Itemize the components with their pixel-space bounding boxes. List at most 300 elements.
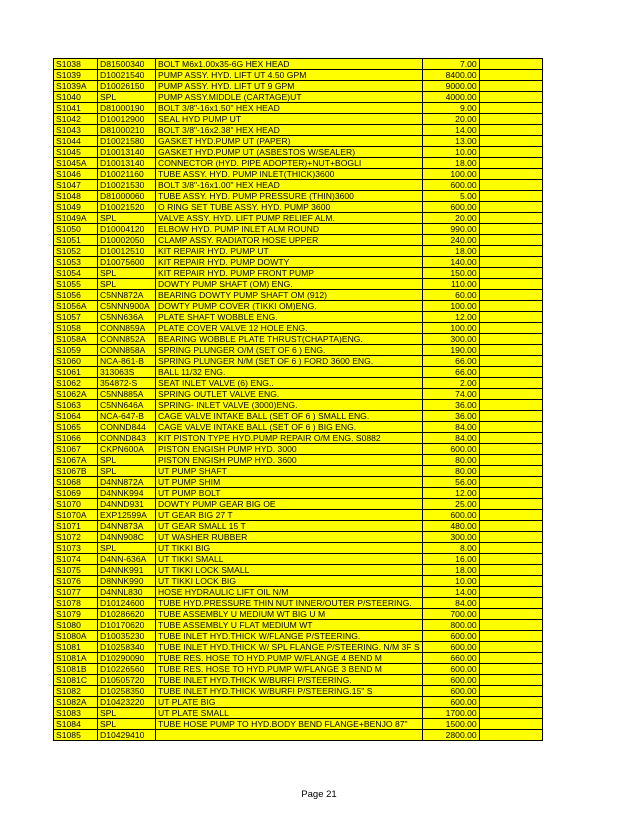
oem-code-cell: NCA-647-B [98, 411, 156, 422]
price-cell: 4000.00 [422, 92, 479, 103]
oem-code-cell: SPL [98, 708, 156, 719]
description-cell: CAGE VALVE INTAKE BALL (SET OF 6 ) SMALL ENG. [156, 411, 423, 422]
table-row [54, 312, 543, 323]
description-cell: CAGE VALVE INTAKE BALL (SET OF 6 ) BIG ENG. [156, 422, 423, 433]
oem-code-cell: SPL [98, 466, 156, 477]
empty-cell [479, 565, 542, 576]
description-cell: BOLT 3/8"-16x2.38" HEX HEAD [156, 125, 423, 136]
empty-cell [479, 169, 542, 180]
price-cell: 8400.00 [422, 70, 479, 81]
empty-cell [479, 103, 542, 114]
oem-code-cell: D10012510 [98, 246, 156, 257]
page-footer: Page 21 [301, 789, 337, 800]
table-row [54, 334, 543, 345]
table-row [54, 81, 543, 92]
part-number-cell: S1081B [54, 664, 98, 675]
empty-cell [479, 400, 542, 411]
table-row [54, 488, 543, 499]
table-row [54, 268, 543, 279]
description-cell: TUBE INLET HYD.THICK W/BURFI P/STEERING.15" S [156, 686, 423, 697]
price-cell: 14.00 [422, 587, 479, 598]
oem-code-cell: SPL [98, 455, 156, 466]
oem-code-cell: D10012900 [98, 114, 156, 125]
price-cell: 480.00 [422, 521, 479, 532]
oem-code-cell: D10124600 [98, 598, 156, 609]
part-number-cell: S1080A [54, 631, 98, 642]
oem-code-cell: D10004120 [98, 224, 156, 235]
description-cell: VALVE ASSY. HYD. LIFT PUMP RELIEF ALM. [156, 213, 423, 224]
description-cell: DOWTY PUMP SHAFT (OM) ENG. [156, 279, 423, 290]
empty-cell [479, 92, 542, 103]
empty-cell [479, 499, 542, 510]
price-cell: 12.00 [422, 488, 479, 499]
table-row [54, 532, 543, 543]
description-cell: PISTON ENGISH PUMP HYD. 3000 [156, 444, 423, 455]
price-cell: 700.00 [422, 609, 479, 620]
description-cell: GASKET HYD.PUMP UT (ASBESTOS W/SEALER) [156, 147, 423, 158]
part-number-cell: S1052 [54, 246, 98, 257]
price-cell: 660.00 [422, 653, 479, 664]
part-number-cell: S1060 [54, 356, 98, 367]
empty-cell [479, 653, 542, 664]
empty-cell [479, 323, 542, 334]
oem-code-cell: D4NN872A [98, 477, 156, 488]
description-cell: UT TIKKI BIG [156, 543, 423, 554]
price-cell: 100.00 [422, 301, 479, 312]
oem-code-cell: D8NNK990 [98, 576, 156, 587]
price-cell: 2800.00 [422, 730, 479, 741]
part-number-cell: S1069 [54, 488, 98, 499]
oem-code-cell: D4NND931 [98, 499, 156, 510]
part-number-cell: S1084 [54, 719, 98, 730]
part-number-cell: S1062 [54, 378, 98, 389]
table-row [54, 224, 543, 235]
price-cell: 1700.00 [422, 708, 479, 719]
price-cell: 600.00 [422, 686, 479, 697]
table-row [54, 521, 543, 532]
table-row [54, 466, 543, 477]
description-cell: PUMP ASSY. HYD. LIFT UT 9 GPM [156, 81, 423, 92]
part-number-cell: S1057 [54, 312, 98, 323]
description-cell: CONNECTOR (HYD. PIPE ADOPTER)+NUT+BOGLI [156, 158, 423, 169]
description-cell: SPRING PLUNGER O/M (SET OF 6 ) ENG. [156, 345, 423, 356]
price-cell: 8.00 [422, 543, 479, 554]
price-cell: 74.00 [422, 389, 479, 400]
price-cell: 80.00 [422, 455, 479, 466]
description-cell: PUMP ASSY. HYD. LIFT UT 4.50 GPM [156, 70, 423, 81]
oem-code-cell: C5NN885A [98, 389, 156, 400]
empty-cell [479, 367, 542, 378]
price-cell: 600.00 [422, 444, 479, 455]
oem-code-cell: D10021580 [98, 136, 156, 147]
empty-cell [479, 224, 542, 235]
table-row [54, 686, 543, 697]
empty-cell [479, 356, 542, 367]
oem-code-cell: C5NN646A [98, 400, 156, 411]
oem-code-cell: NCA-861-B [98, 356, 156, 367]
price-cell: 990.00 [422, 224, 479, 235]
description-cell: UT TIKKI SMALL [156, 554, 423, 565]
empty-cell [479, 521, 542, 532]
part-number-cell: S1043 [54, 125, 98, 136]
empty-cell [479, 554, 542, 565]
empty-cell [479, 532, 542, 543]
part-number-cell: S1080 [54, 620, 98, 631]
part-number-cell: S1056 [54, 290, 98, 301]
description-cell: KIT PISTON TYPE HYD.PUMP REPAIR O/M ENG. S0882 [156, 433, 423, 444]
part-number-cell: S1059 [54, 345, 98, 356]
description-cell: TUBE INLET HYD.THICK W/BURFI P/STEERING. [156, 675, 423, 686]
oem-code-cell: D10505720 [98, 675, 156, 686]
description-cell: SPRING PLUNGER N/M (SET OF 6 ) FORD 3600 ENG. [156, 356, 423, 367]
oem-code-cell: D4NNL830 [98, 587, 156, 598]
description-cell: CLAMP ASSY. RADIATOR HOSE UPPER [156, 235, 423, 246]
description-cell: PUMP ASSY.MIDDLE (CARTAGE)UT [156, 92, 423, 103]
part-number-cell: S1061 [54, 367, 98, 378]
table-row [54, 202, 543, 213]
empty-cell [479, 543, 542, 554]
price-cell: 300.00 [422, 334, 479, 345]
price-cell: 18.00 [422, 158, 479, 169]
price-cell: 7.00 [422, 59, 479, 70]
oem-code-cell: CONND844 [98, 422, 156, 433]
description-cell: TUBE ASSY. HYD. PUMP INLET(THICK)3600 [156, 169, 423, 180]
description-cell: UT PLATE BIG [156, 697, 423, 708]
table-row [54, 455, 543, 466]
part-number-cell: S1038 [54, 59, 98, 70]
table-row [54, 422, 543, 433]
part-number-cell: S1082 [54, 686, 98, 697]
price-cell: 800.00 [422, 620, 479, 631]
oem-code-cell: CONND843 [98, 433, 156, 444]
empty-cell [479, 664, 542, 675]
table-row [54, 653, 543, 664]
part-number-cell: S1046 [54, 169, 98, 180]
table-row [54, 70, 543, 81]
price-cell: 2.00 [422, 378, 479, 389]
description-cell: TUBE HOSE PUMP TO HYD.BODY BEND FLANGE+BENJO 87" [156, 719, 423, 730]
empty-cell [479, 114, 542, 125]
description-cell: TUBE INLET HYD.THICK W/ SPL FLANGE P/STEERING. N/M 3F S [156, 642, 423, 653]
description-cell: TUBE INLET HYD.THICK W/FLANGE P/STEERING. [156, 631, 423, 642]
oem-code-cell: C5NNN900A [98, 301, 156, 312]
empty-cell [479, 675, 542, 686]
part-number-cell: S1041 [54, 103, 98, 114]
oem-code-cell: D10170620 [98, 620, 156, 631]
parts-price-table [53, 58, 543, 741]
description-cell: HOSE HYDRAULIC LIFT OIL N/M [156, 587, 423, 598]
table-row [54, 510, 543, 521]
oem-code-cell: CONN852A [98, 334, 156, 345]
description-cell: UT PUMP SHAFT [156, 466, 423, 477]
oem-code-cell: D81000060 [98, 191, 156, 202]
price-cell: 14.00 [422, 125, 479, 136]
oem-code-cell: CONN858A [98, 345, 156, 356]
oem-code-cell: D10429410 [98, 730, 156, 741]
part-number-cell: S1040 [54, 92, 98, 103]
description-cell: DOWTY PUMP COVER (TIKKI OM)ENG. [156, 301, 423, 312]
part-number-cell: S1063 [54, 400, 98, 411]
oem-code-cell: D10075600 [98, 257, 156, 268]
empty-cell [479, 708, 542, 719]
empty-cell [479, 345, 542, 356]
oem-code-cell: SPL [98, 279, 156, 290]
oem-code-cell: C5NN636A [98, 312, 156, 323]
part-number-cell: S1058 [54, 323, 98, 334]
part-number-cell: S1067B [54, 466, 98, 477]
price-cell: 13.00 [422, 136, 479, 147]
empty-cell [479, 59, 542, 70]
table-row [54, 400, 543, 411]
table-row [54, 125, 543, 136]
part-number-cell: S1053 [54, 257, 98, 268]
oem-code-cell: C5NN872A [98, 290, 156, 301]
part-number-cell: S1081C [54, 675, 98, 686]
table-row [54, 719, 543, 730]
description-cell: TUBE HYD.PRESSURE THIN NUT INNER/OUTER P/STEERING. [156, 598, 423, 609]
oem-code-cell: D10021160 [98, 169, 156, 180]
oem-code-cell: D10258340 [98, 642, 156, 653]
oem-code-cell: D4NNK991 [98, 565, 156, 576]
table-row [54, 356, 543, 367]
description-cell: ELBOW HYD. PUMP INLET ALM ROUND [156, 224, 423, 235]
description-cell: O RING SET TUBE ASSY. HYD. PUMP 3600 [156, 202, 423, 213]
price-cell: 84.00 [422, 422, 479, 433]
part-number-cell: S1054 [54, 268, 98, 279]
description-cell: BOLT M6x1.00x35-6G HEX HEAD [156, 59, 423, 70]
part-number-cell: S1073 [54, 543, 98, 554]
price-cell: 240.00 [422, 235, 479, 246]
price-cell: 20.00 [422, 114, 479, 125]
price-cell: 9000.00 [422, 81, 479, 92]
oem-code-cell: SPL [98, 268, 156, 279]
description-cell: SEAL HYD PUMP UT [156, 114, 423, 125]
table-row [54, 323, 543, 334]
empty-cell [479, 191, 542, 202]
oem-code-cell: 354872-S [98, 378, 156, 389]
part-number-cell: S1045 [54, 147, 98, 158]
price-cell: 25.00 [422, 499, 479, 510]
table-row [54, 169, 543, 180]
oem-code-cell: D10021540 [98, 70, 156, 81]
part-number-cell: S1049A [54, 213, 98, 224]
empty-cell [479, 686, 542, 697]
price-cell: 20.00 [422, 213, 479, 224]
oem-code-cell: CKPN600A [98, 444, 156, 455]
description-cell: PLATE SHAFT WOBBLE ENG. [156, 312, 423, 323]
table-row [54, 576, 543, 587]
empty-cell [479, 433, 542, 444]
part-number-cell: S1042 [54, 114, 98, 125]
empty-cell [479, 81, 542, 92]
table-row [54, 158, 543, 169]
oem-code-cell: D10423220 [98, 697, 156, 708]
description-cell: SPRING- INLET VALVE (3000)ENG. [156, 400, 423, 411]
empty-cell [479, 598, 542, 609]
price-cell: 600.00 [422, 180, 479, 191]
table-row [54, 389, 543, 400]
empty-cell [479, 378, 542, 389]
empty-cell [479, 422, 542, 433]
table-row [54, 59, 543, 70]
empty-cell [479, 697, 542, 708]
description-cell: UT GEAR BIG 27 T [156, 510, 423, 521]
part-number-cell: S1071 [54, 521, 98, 532]
empty-cell [479, 279, 542, 290]
part-number-cell: S1056A [54, 301, 98, 312]
empty-cell [479, 466, 542, 477]
empty-cell [479, 389, 542, 400]
table-row [54, 290, 543, 301]
price-cell: 600.00 [422, 642, 479, 653]
part-number-cell: S1078 [54, 598, 98, 609]
part-number-cell: S1055 [54, 279, 98, 290]
table-row [54, 477, 543, 488]
empty-cell [479, 631, 542, 642]
part-number-cell: S1065 [54, 422, 98, 433]
description-cell: BALL 11/32 ENG. [156, 367, 423, 378]
oem-code-cell: D10013140 [98, 158, 156, 169]
oem-code-cell: D81000210 [98, 125, 156, 136]
part-number-cell: S1081A [54, 653, 98, 664]
description-cell: SPRING OUTLET VALVE ENG. [156, 389, 423, 400]
price-cell: 5.00 [422, 191, 479, 202]
description-cell: UT WASHER RUBBER [156, 532, 423, 543]
part-number-cell: S1085 [54, 730, 98, 741]
part-number-cell: S1066 [54, 433, 98, 444]
oem-code-cell: SPL [98, 719, 156, 730]
table-row [54, 246, 543, 257]
price-cell: 56.00 [422, 477, 479, 488]
description-cell: BEARING WOBBLE PLATE THRUST(CHAPTA)ENG. [156, 334, 423, 345]
part-number-cell: S1072 [54, 532, 98, 543]
price-cell: 10.00 [422, 147, 479, 158]
description-cell: TUBE ASSY. HYD. PUMP PRESSURE (THIN)3600 [156, 191, 423, 202]
part-number-cell: S1070A [54, 510, 98, 521]
empty-cell [479, 213, 542, 224]
part-number-cell: S1077 [54, 587, 98, 598]
oem-code-cell: 313063S [98, 367, 156, 378]
empty-cell [479, 587, 542, 598]
oem-code-cell: D10021530 [98, 180, 156, 191]
table-row [54, 631, 543, 642]
part-number-cell: S1051 [54, 235, 98, 246]
price-cell: 300.00 [422, 532, 479, 543]
table-row [54, 378, 543, 389]
part-number-cell: S1070 [54, 499, 98, 510]
price-cell: 190.00 [422, 345, 479, 356]
description-cell: KIT REPAIR HYD. PUMP UT [156, 246, 423, 257]
table-row [54, 499, 543, 510]
table-row [54, 642, 543, 653]
empty-cell [479, 257, 542, 268]
table-row [54, 675, 543, 686]
table-row [54, 598, 543, 609]
price-cell: 1500.00 [422, 719, 479, 730]
part-number-cell: S1048 [54, 191, 98, 202]
oem-code-cell: SPL [98, 92, 156, 103]
oem-code-cell: D4NN908C [98, 532, 156, 543]
description-cell [156, 730, 423, 741]
price-cell: 36.00 [422, 411, 479, 422]
empty-cell [479, 70, 542, 81]
table-row [54, 554, 543, 565]
empty-cell [479, 246, 542, 257]
empty-cell [479, 477, 542, 488]
price-cell: 18.00 [422, 246, 479, 257]
description-cell: UT PUMP SHIM [156, 477, 423, 488]
price-cell: 600.00 [422, 697, 479, 708]
part-number-cell: S1082A [54, 697, 98, 708]
price-cell: 60.00 [422, 290, 479, 301]
empty-cell [479, 719, 542, 730]
description-cell: TUBE ASSEMBLY U MEDIUM WT BIG U M [156, 609, 423, 620]
table-row [54, 444, 543, 455]
part-number-cell: S1076 [54, 576, 98, 587]
part-number-cell: S1075 [54, 565, 98, 576]
description-cell: TUBE RES. HOSE TO HYD.PUMP W/FLANGE 3 BEND M [156, 664, 423, 675]
description-cell: TUBE ASSEMBLY U FLAT MEDIUM WT [156, 620, 423, 631]
part-number-cell: S1058A [54, 334, 98, 345]
price-cell: 66.00 [422, 367, 479, 378]
empty-cell [479, 158, 542, 169]
table-row [54, 257, 543, 268]
part-number-cell: S1050 [54, 224, 98, 235]
empty-cell [479, 334, 542, 345]
empty-cell [479, 180, 542, 191]
price-cell: 84.00 [422, 433, 479, 444]
price-cell: 600.00 [422, 664, 479, 675]
description-cell: BOLT 3/8"-16x1.50" HEX HEAD [156, 103, 423, 114]
part-number-cell: S1044 [54, 136, 98, 147]
table-row [54, 433, 543, 444]
oem-code-cell: D10258350 [98, 686, 156, 697]
table-row [54, 279, 543, 290]
price-cell: 600.00 [422, 631, 479, 642]
empty-cell [479, 642, 542, 653]
table-row [54, 664, 543, 675]
part-number-cell: S1064 [54, 411, 98, 422]
table-row [54, 543, 543, 554]
description-cell: BEARING DOWTY PUMP SHAFT OM (912) [156, 290, 423, 301]
price-cell: 12.00 [422, 312, 479, 323]
empty-cell [479, 488, 542, 499]
price-cell: 600.00 [422, 202, 479, 213]
part-number-cell: S1067 [54, 444, 98, 455]
price-cell: 84.00 [422, 598, 479, 609]
description-cell: UT GEAR SMALL 15 T [156, 521, 423, 532]
table-row [54, 697, 543, 708]
description-cell: UT PUMP BOLT [156, 488, 423, 499]
description-cell: BOLT 3/8"-16x1.00" HEX HEAD [156, 180, 423, 191]
table-row [54, 180, 543, 191]
price-cell: 18.00 [422, 565, 479, 576]
part-number-cell: S1045A [54, 158, 98, 169]
empty-cell [479, 136, 542, 147]
part-number-cell: S1039A [54, 81, 98, 92]
price-cell: 100.00 [422, 169, 479, 180]
empty-cell [479, 290, 542, 301]
oem-code-cell: D10290090 [98, 653, 156, 664]
oem-code-cell: D10013140 [98, 147, 156, 158]
parts-table-body [54, 59, 543, 741]
empty-cell [479, 312, 542, 323]
table-row [54, 367, 543, 378]
price-cell: 10.00 [422, 576, 479, 587]
table-row [54, 147, 543, 158]
oem-code-cell: D10035230 [98, 631, 156, 642]
empty-cell [479, 510, 542, 521]
